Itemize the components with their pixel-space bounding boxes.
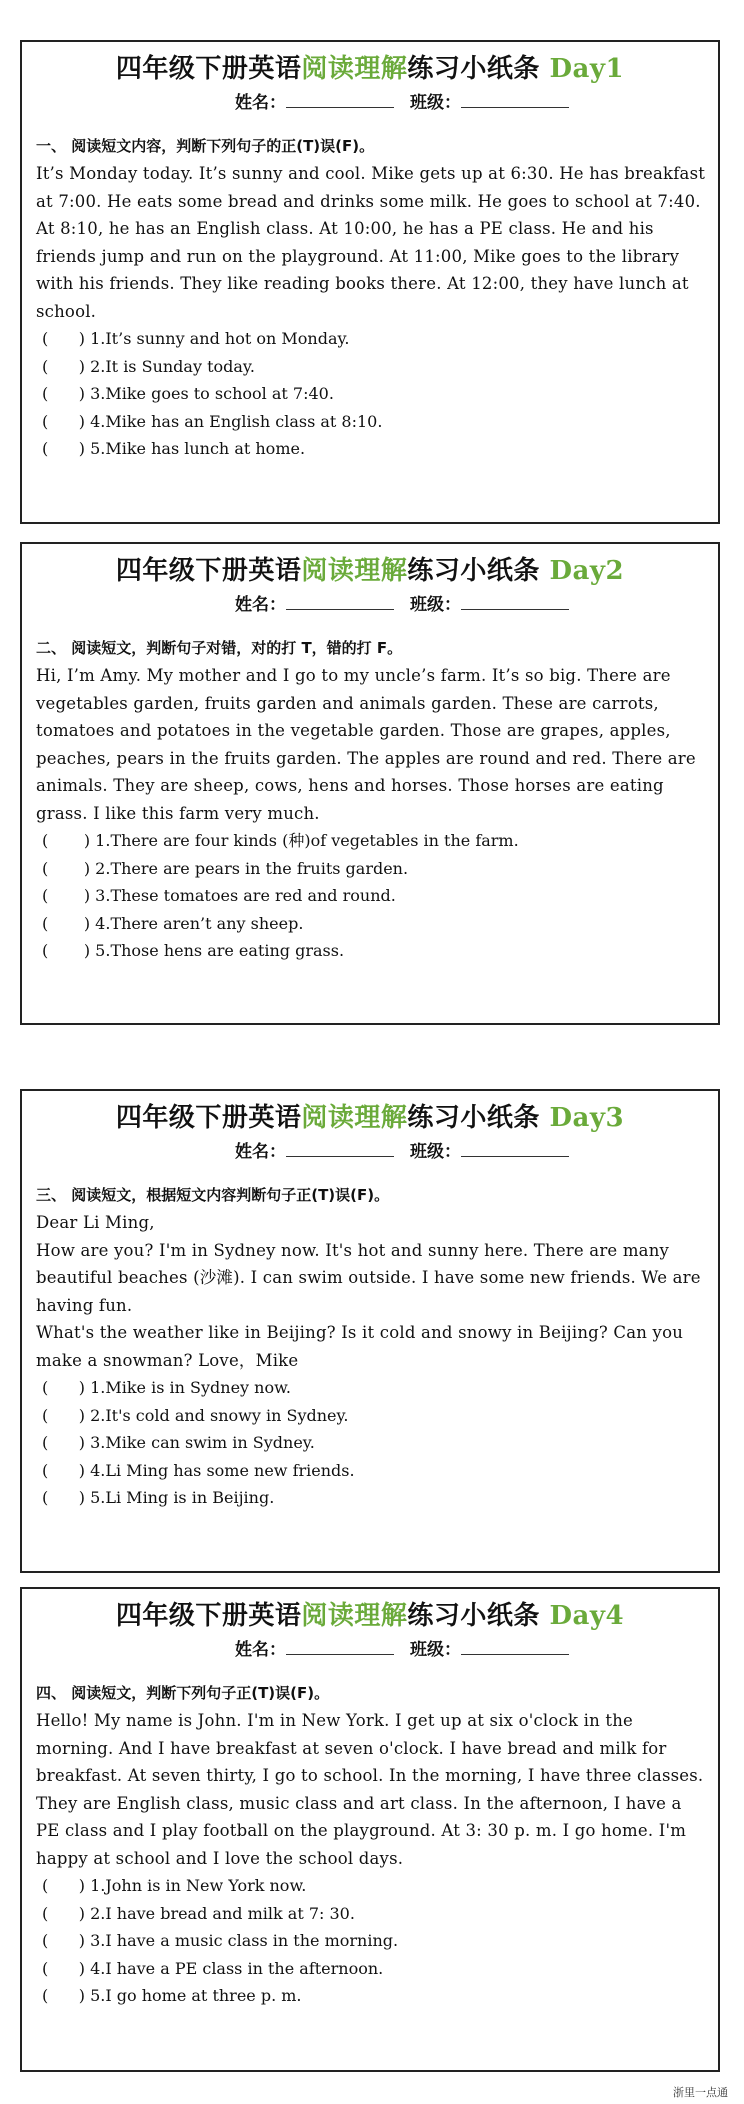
day-label: Day2 [549,556,625,586]
name-class-row: 姓名： 班级： [22,1635,718,1660]
card-title: 四年级下册英语阅读理解练习小纸条 Day3 [115,1103,625,1133]
question-2: ( ) 2.It's cold and snowy in Sydney. [42,1405,349,1425]
reading-passage: Hello! My name is John. I'm in New York. I get up at six o'clock in the morning. And I have breakfast at seven o'clock. I have bread and milk for breakfast. At seven thirty, I go to school. In the morning, I have three classes. They are English class, music class and art class. In the afternoon, I have a PE class and I play football on the playground. At 3: 30 p. m. I go home. I'm happy at school and I love the school days. [36,1711,704,1868]
question-4: ( ) 4.I have a PE class in the afternoon. [42,1958,384,1978]
worksheet-card-day3 [20,1089,720,1573]
letter-greeting: Dear Li Ming, [36,1213,155,1232]
worksheet-card-day4 [20,1587,720,2072]
question-2: ( ) 2.I have bread and milk at 7: 30. [42,1903,355,1923]
name-class-row: 姓名： 班级： [22,1137,718,1162]
question-4: ( ) 4.Mike has an English class at 8:10. [42,411,383,431]
day-label: Day3 [549,1103,625,1133]
question-3: ( ) 3.Mike goes to school at 7:40. [42,384,334,403]
class-blank[interactable] [461,1638,569,1655]
question-1: ( ) 1.It’s sunny and hot on Monday. [42,329,350,348]
question-5: ( ) 5.Mike has lunch at home. [42,439,306,458]
question-5: ( ) 5.Li Ming is in Beijing. [42,1488,275,1507]
question-2: ( ) 2.It is Sunday today. [42,356,255,376]
reading-passage: Hi, I’m Amy. My mother and I go to my uncle’s farm. It’s so big. There are vegetables garden, fruits garden and animals garden. These are carrots, tomatoes and potatoes in the vegetable garden. Those are grapes, apples, peaches, pears in the fruits garden. The apples are round and red. There are animals. They are sheep, cows, hens and horses. Those horses are eating grass. I like this farm very much. [36,666,696,823]
instruction: 四、 阅读短文，判断下列句子正(T)误(F)。 [36,1684,330,1702]
question-3: ( ) 3.I have a music class in the morning. [42,1931,399,1950]
name-blank[interactable] [286,1140,394,1157]
letter-closing: What's the weather like in Beijing? Is it cold and snowy in Beijing? Can you make a snowman? Love，Mike [36,1323,684,1370]
day-label: Day1 [549,54,625,84]
class-blank[interactable] [461,593,569,610]
card-title: 四年级下册英语阅读理解练习小纸条 Day4 [115,1601,625,1631]
footer-brand: 浙里一点通 [673,2086,728,2099]
question-4: ( ) 4.Li Ming has some new friends. [42,1460,355,1480]
question-1: ( ) 1.John is in New York now. [42,1876,307,1895]
day-label: Day4 [549,1601,625,1631]
name-blank[interactable] [286,91,394,108]
name-blank[interactable] [286,593,394,610]
question-3: ( ) 3.Mike can swim in Sydney. [42,1433,315,1452]
question-2: ( ) 2.There are pears in the fruits garden. [42,858,409,878]
question-5: ( ) 5.I go home at three p. m. [42,1986,302,2005]
worksheet-card-day2 [20,542,720,1025]
name-blank[interactable] [286,1638,394,1655]
card-title: 四年级下册英语阅读理解练习小纸条 Day2 [115,556,625,586]
question-1: ( ) 1.There are four kinds (种)of vegetables in the farm. [42,831,519,850]
instruction: 二、 阅读短文，判断句子对错，对的打 T，错的打 F。 [36,639,403,657]
question-1: ( ) 1.Mike is in Sydney now. [42,1378,291,1397]
card-title: 四年级下册英语阅读理解练习小纸条 Day1 [115,54,625,84]
instruction: 三、 阅读短文，根据短文内容判断句子正(T)误(F)。 [36,1186,390,1204]
question-4: ( ) 4.There aren’t any sheep. [42,913,304,933]
question-5: ( ) 5.Those hens are eating grass. [42,941,345,960]
reading-passage: It’s Monday today. It’s sunny and cool. Mike gets up at 6:30. He has breakfast at 7:00. He eats some bread and drinks some milk. He goes to school at 7:40. At 8:10, he has an English class. At 10:00, he has a PE class. He and his friends jump and run on the playground. At 11:00, Mike goes to the library with his friends. They like reading books there. At 12:00, they have lunch at school. [36,164,706,321]
class-blank[interactable] [461,91,569,108]
name-class-row: 姓名： 班级： [22,88,718,113]
question-3: ( ) 3.These tomatoes are red and round. [42,886,396,905]
letter-body: How are you? I'm in Sydney now. It's hot and sunny here. There are many beautiful beaches (沙滩). I can swim outside. I have some new friends. We are having fun. [36,1240,701,1315]
name-class-row: 姓名： 班级： [22,590,718,615]
instruction: 一、 阅读短文内容，判断下列句子的正(T)误(F)。 [36,137,375,155]
class-blank[interactable] [461,1140,569,1157]
worksheet-card-day1 [20,40,720,524]
